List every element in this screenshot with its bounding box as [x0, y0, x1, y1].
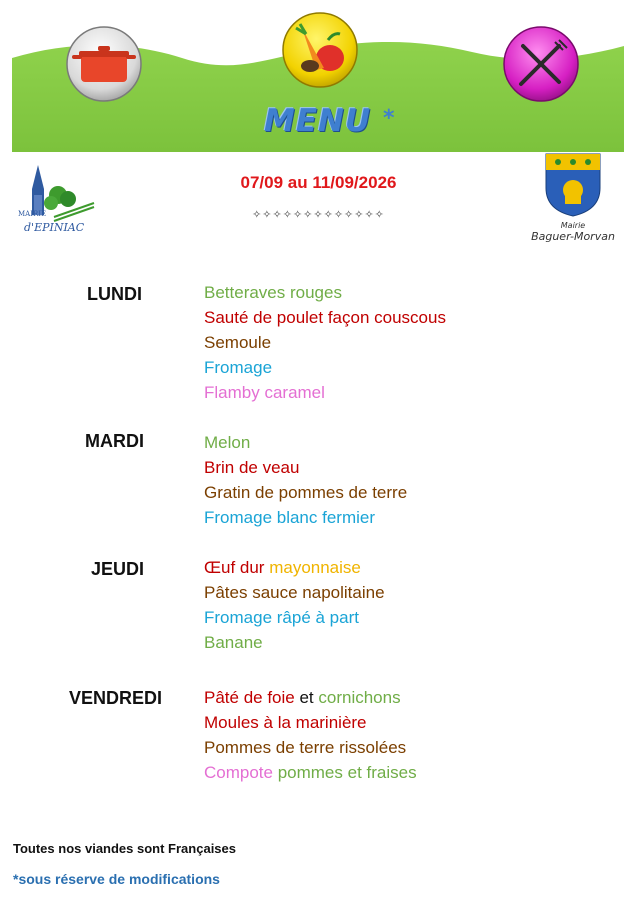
- mairie-epiniac-logo: [18, 155, 102, 243]
- menu-item: Semoule: [204, 333, 272, 352]
- logo-right-line2: Baguer-Morvan: [531, 230, 615, 242]
- menu-item: Gratin de pommes de terre: [204, 483, 408, 502]
- logo-left-line1: MAIRIE: [18, 210, 47, 218]
- menu-item: Fromage blanc fermier: [204, 508, 376, 527]
- menu-item: Flamby caramel: [204, 383, 325, 402]
- day-label-lundi: LUNDI: [87, 284, 142, 304]
- menu-item: Compote pommes et fraises: [204, 763, 417, 782]
- menu-item: Sauté de poulet façon couscous: [204, 308, 446, 327]
- day-label-mardi: MARDI: [85, 431, 144, 451]
- menu-item: Banane: [204, 633, 263, 652]
- mairie-baguer-morvan-logo: [520, 152, 626, 246]
- knife-fork-icon: [501, 24, 581, 104]
- menu-item: Pâtes sauce napolitaine: [204, 583, 385, 602]
- decorative-divider: ✧✧✧✧✧✧✧✧✧✧✧✧✧: [252, 208, 385, 221]
- logo-left-line2: d'EPINIAC: [24, 221, 85, 234]
- menu-item: Fromage: [204, 358, 273, 377]
- menu-item: Betteraves rouges: [204, 283, 342, 302]
- cooking-pot-icon: [64, 24, 144, 104]
- menu-item: Fromage râpé à part: [204, 608, 359, 627]
- menu-item: Œuf dur mayonnaise: [204, 558, 361, 577]
- modifications-disclaimer: *sous réserve de modifications: [13, 871, 220, 887]
- menu-item: Brin de veau: [204, 458, 300, 477]
- menu-title: MENU: [264, 103, 372, 139]
- menu-item: Pâté de foie et cornichons: [204, 688, 401, 707]
- menu-item: Melon: [204, 433, 251, 452]
- vegetables-icon: [280, 10, 360, 90]
- menu-title-star: *: [383, 106, 395, 131]
- day-label-vendredi: VENDREDI: [69, 688, 163, 708]
- menu-item: Pommes de terre rissolées: [204, 738, 407, 757]
- logo-right-line1: Mairie: [560, 221, 586, 230]
- menu-dates: 07/09 au 11/09/2026: [240, 173, 397, 192]
- day-label-jeudi: JEUDI: [91, 559, 145, 579]
- menu-item: Moules à la marinière: [204, 713, 367, 732]
- meat-origin-note: Toutes nos viandes sont Françaises: [13, 841, 236, 856]
